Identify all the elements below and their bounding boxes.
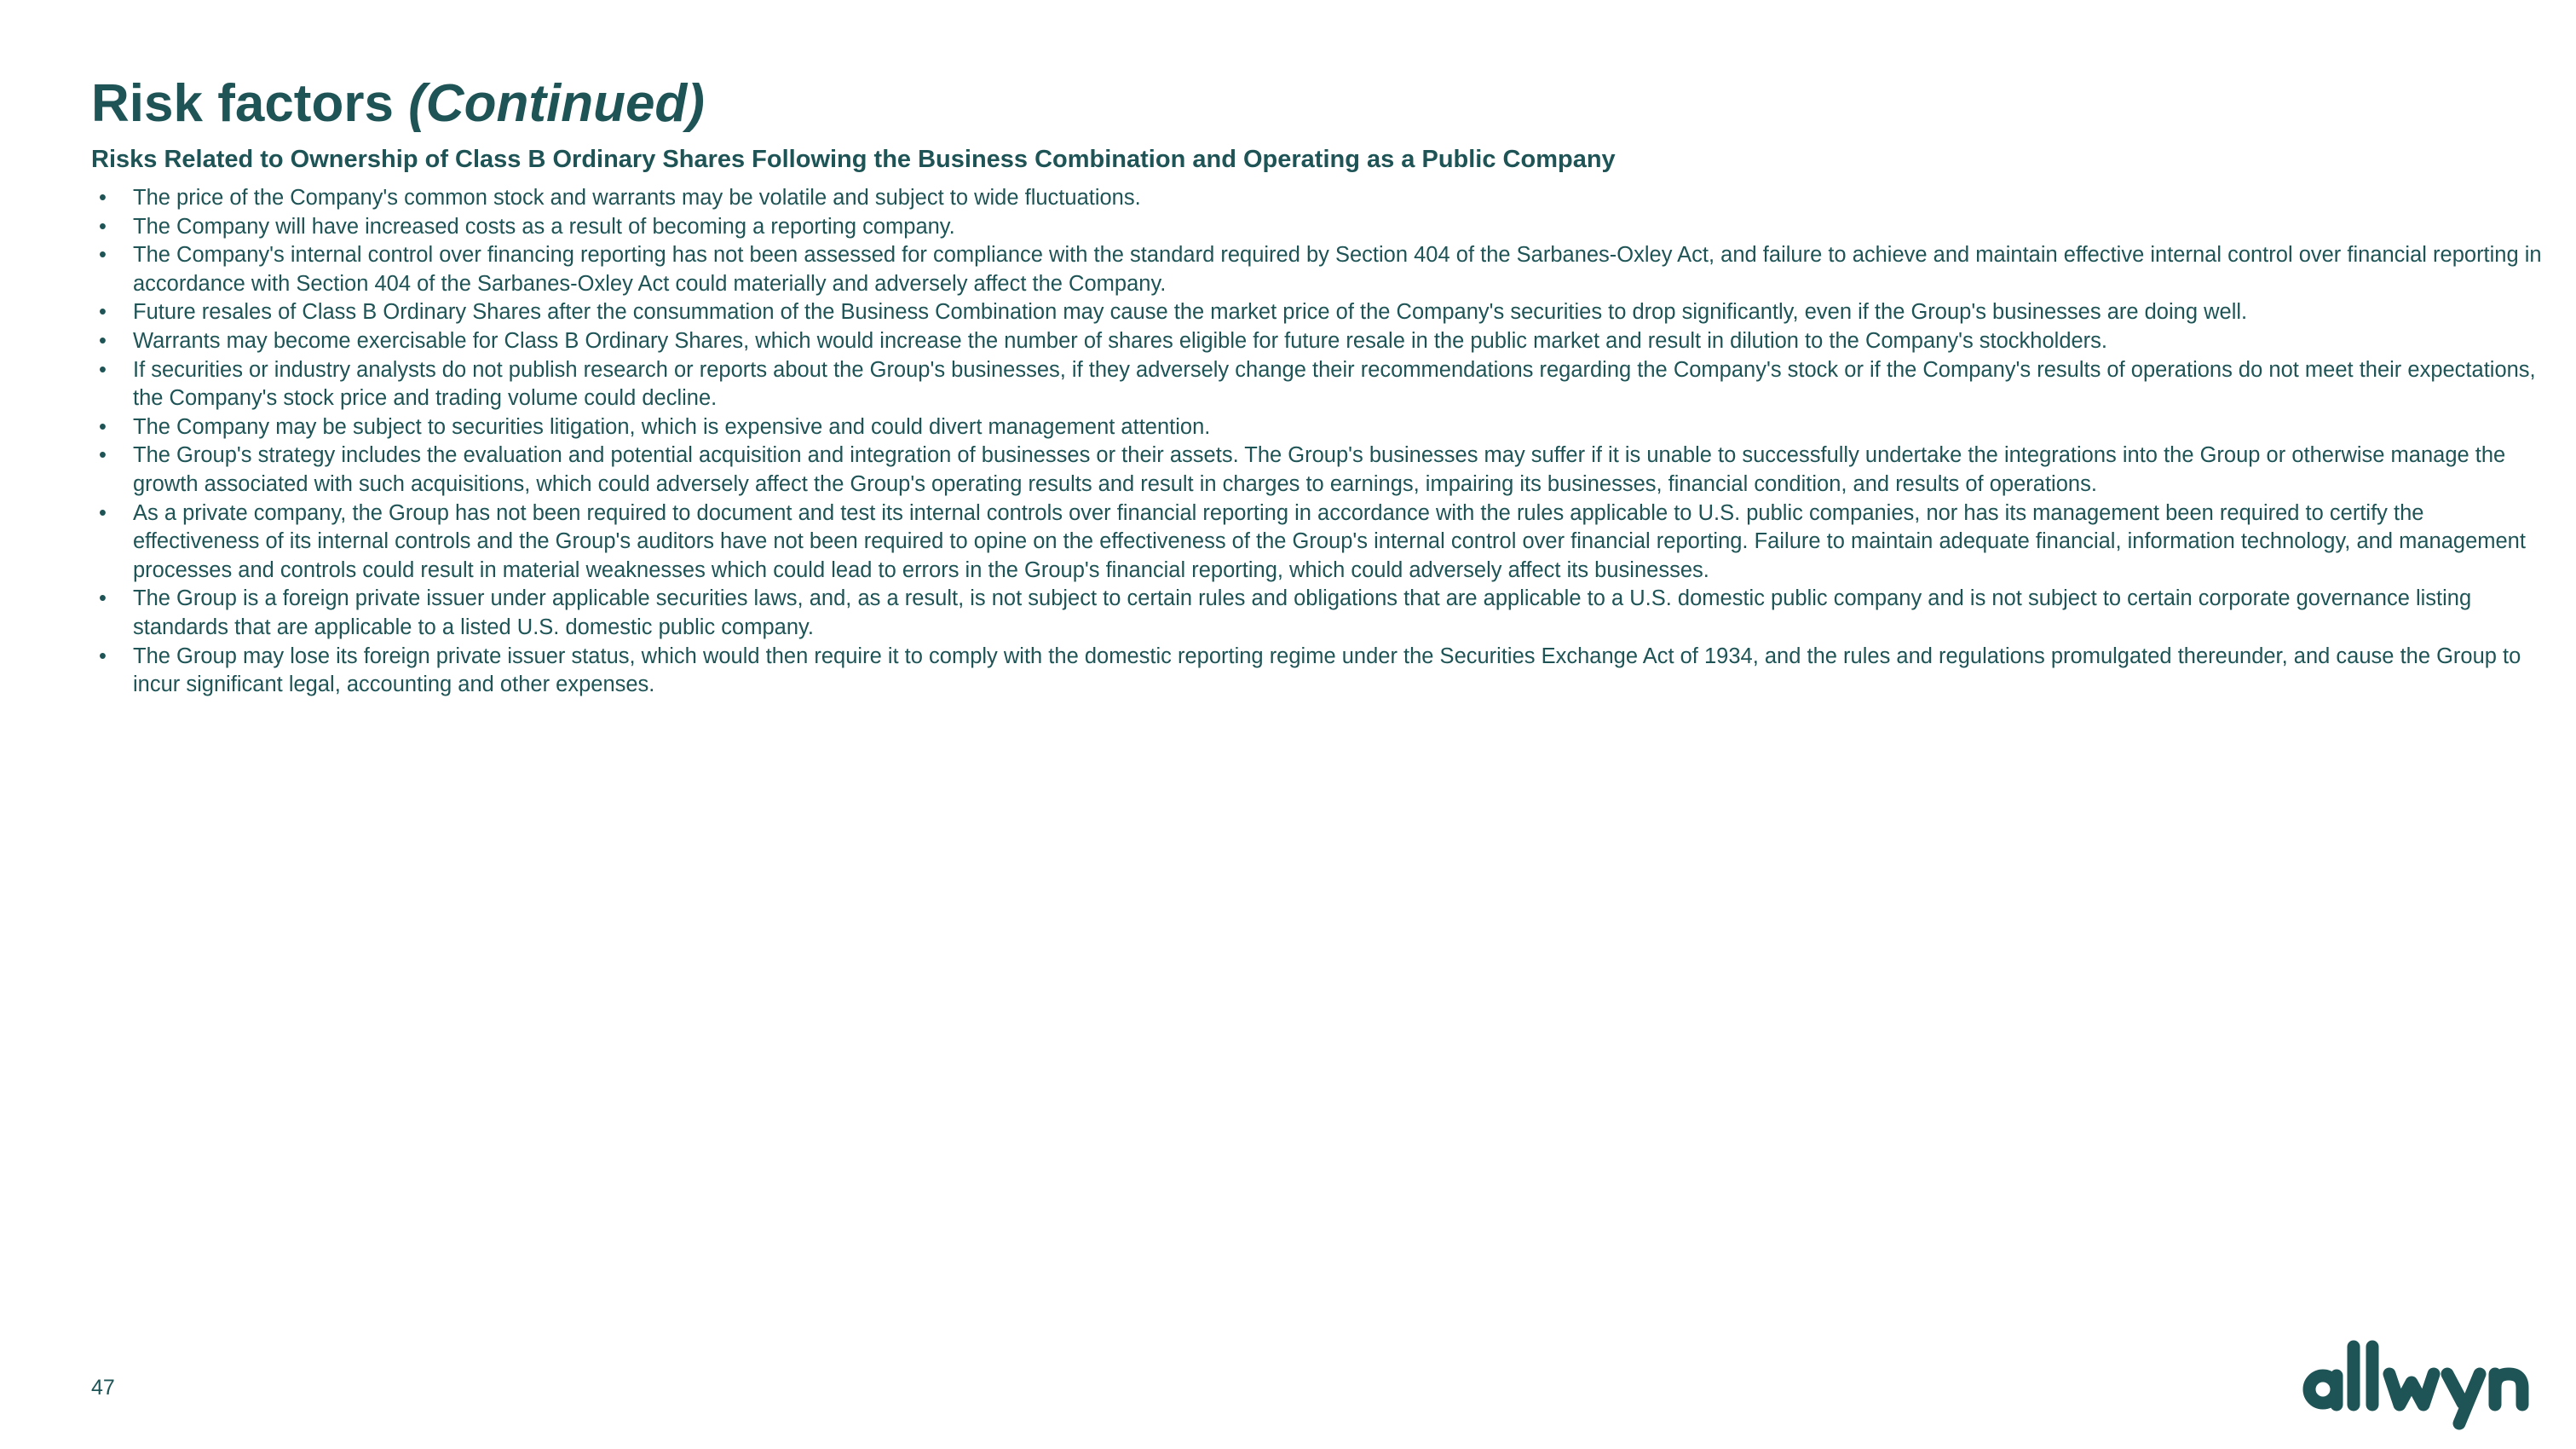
bullet-icon: • [99, 214, 107, 239]
bullet-icon: • [99, 300, 107, 325]
bullet-icon: • [99, 586, 107, 611]
list-item-text: Future resales of Class B Ordinary Shares after the consummation of the Business Combination may cause the market price of the Company's securities to drop significantly, even if the Group's businesses are doing well. [133, 300, 2248, 325]
list-item-text: The Company may be subject to securities litigation, which is expensive and could divert management attention. [133, 414, 1211, 439]
list-item [91, 356, 2554, 413]
bullet-icon: • [99, 243, 107, 268]
list-item [91, 327, 2554, 356]
list-item [91, 413, 2554, 442]
title-continued: (Continued) [408, 74, 705, 133]
bullet-icon: • [99, 443, 107, 468]
list-item-text: Warrants may become exercisable for Class B Ordinary Shares, which would increase the number of shares eligible for future resale in the public market and result in dilution to the Company's stockholders. [133, 328, 2108, 353]
list-item-text: The Company will have increased costs as a result of becoming a reporting company. [133, 214, 955, 239]
list-item [91, 213, 2554, 242]
list-item-text: The Group may lose its foreign private issuer status, which would then require it to comply with the domestic reporting regime under the Securities Exchange Act of 1934, and the rules and regulations promulgated thereunder, and cause the Group to incur significant legal, accounting and other expenses. [133, 644, 2521, 697]
bullet-icon: • [99, 644, 107, 668]
risk-bullet-list [91, 184, 2554, 700]
list-item [91, 184, 2554, 213]
page-number: 47 [91, 1376, 115, 1400]
list-item-text: The Group is a foreign private issuer under applicable securities laws, and, as a result, is not subject to certain rules and obligations that are applicable to a U.S. domestic public company and is not subject to certain corporate governance listing standards that are applicable to a listed U.S. domestic public company. [133, 586, 2472, 639]
list-item [91, 643, 2554, 700]
list-item [91, 241, 2554, 298]
bullet-icon: • [99, 500, 107, 525]
list-item-text: The Company's internal control over financing reporting has not been assessed for compliance with the standard required by Section 404 of the Sarbanes-Oxley Act, and failure to achieve and maintain effective internal control over financial reporting in accordance with Section 404 of the Sarbanes-Oxley Act could materially and adversely affect the Company. [133, 243, 2542, 296]
bullet-icon: • [99, 186, 107, 210]
page-title [91, 72, 705, 136]
list-item-text: The Group's strategy includes the evaluation and potential acquisition and integration of businesses or their assets. The Group's businesses may suffer if it is unable to successfully undertake the integrations into the Group or otherwise manage the growth associated with such acquisitions, which could adversely affect the Group's operating results and result in charges to earnings, impairing its businesses, financial condition, and results of operations. [133, 443, 2506, 496]
list-item [91, 298, 2554, 327]
allwyn-logo-icon [2301, 1336, 2535, 1430]
bullet-icon: • [99, 414, 107, 439]
list-item-text: The price of the Company's common stock and warrants may be volatile and subject to wide fluctuations. [133, 186, 1141, 210]
list-item-text: As a private company, the Group has not been required to document and test its internal controls over financial reporting in accordance with the rules applicable to U.S. public companies, nor has its management been required to certify the effectiveness of its internal controls and the Group's auditors have not been required to opine on the effectiveness of the Group's internal control over financial reporting. Failure to maintain adequate financial, information technology, and management processes and controls could result in material weaknesses which could lead to errors in the Group's financial reporting, which could adversely affect its businesses. [133, 500, 2526, 582]
list-item [91, 442, 2554, 499]
title-main: Risk factors [91, 74, 409, 133]
list-item [91, 585, 2554, 642]
allwyn-logo [2301, 1336, 2535, 1430]
list-item-text: If securities or industry analysts do not publish research or reports about the Group's businesses, if they adversely change their recommendations regarding the Company's stock or if the Company's results of operations do not meet their expectations, the Company's stock price and trading volume could decline. [133, 357, 2536, 411]
section-subtitle: Risks Related to Ownership of Class B Ordinary Shares Following the Business Combination and Operating as a Public Company [91, 146, 1616, 173]
bullet-icon: • [99, 357, 107, 382]
list-item [91, 499, 2554, 586]
bullet-icon: • [99, 328, 107, 353]
